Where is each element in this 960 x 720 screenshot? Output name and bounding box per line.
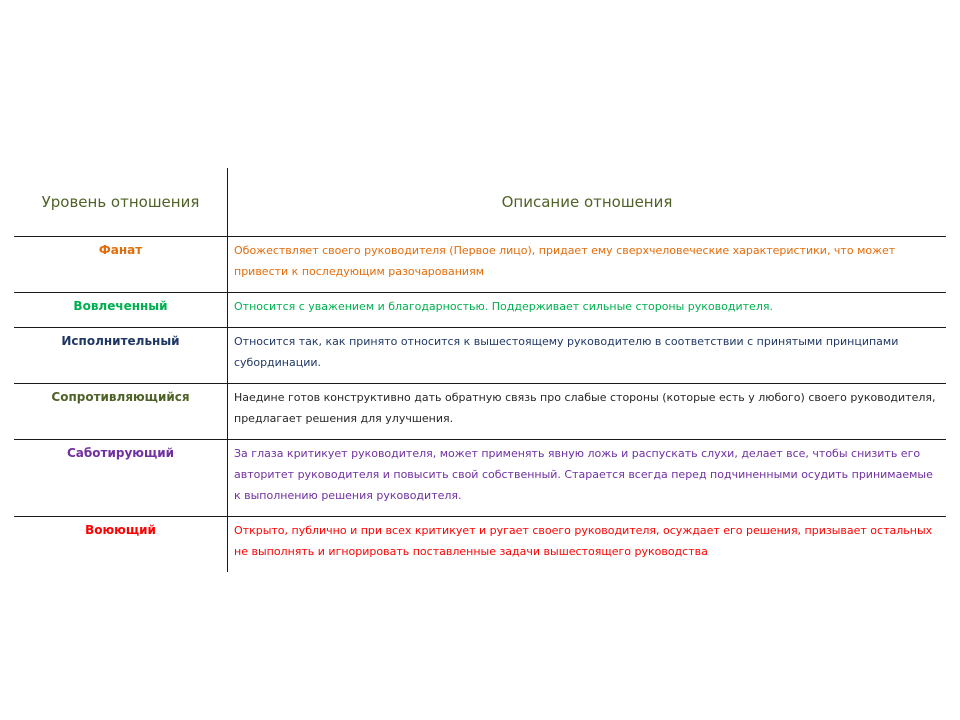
table-row (14, 516, 946, 572)
attitude-table (14, 168, 946, 572)
description-cell: Относится так, как принято относится к вышестоящему руководителю в соответствии с принятыми принципами субординации. (234, 335, 899, 369)
level-cell: Исполнительный (14, 328, 228, 383)
description-cell: Обожествляет своего руководителя (Первое лицо), придает ему сверхчеловеческие характеристики, что может привести к последующим разочарованиям (234, 244, 896, 278)
level-column-header: Уровень отношения (14, 168, 228, 236)
description-column-header: Описание отношения (501, 193, 673, 211)
description-cell: Открыто, публично и при всех критикует и ругает своего руководителя, осуждает его решения, призывает остальных не выполнять и игнорировать поставленные задачи вышестоящего руководства (234, 524, 933, 558)
table-header-row (14, 168, 946, 236)
description-cell: Наедине готов конструктивно дать обратную связь про слабые стороны (которые есть у любого) своего руководителя, предлагает решения для улучшения. (234, 391, 936, 425)
description-cell: Относится с уважением и благодарностью. Поддерживает сильные стороны руководителя. (234, 300, 773, 313)
table-row (14, 236, 946, 292)
table-row (14, 292, 946, 327)
level-cell: Воюющий (14, 517, 228, 572)
description-cell: За глаза критикует руководителя, может применять явную ложь и распускать слухи, делает все, чтобы снизить его авторитет руководителя и повысить свой собственный. Старается всегда перед подчиненными осудить принимаемые к выполнению решения руководителя. (234, 447, 933, 502)
table-row (14, 327, 946, 383)
level-cell: Саботирующий (14, 440, 228, 516)
level-cell: Фанат (14, 237, 228, 292)
table-row (14, 383, 946, 439)
level-cell: Сопротивляющийся (14, 384, 228, 439)
table-row (14, 439, 946, 516)
level-cell: Вовлеченный (14, 293, 228, 327)
